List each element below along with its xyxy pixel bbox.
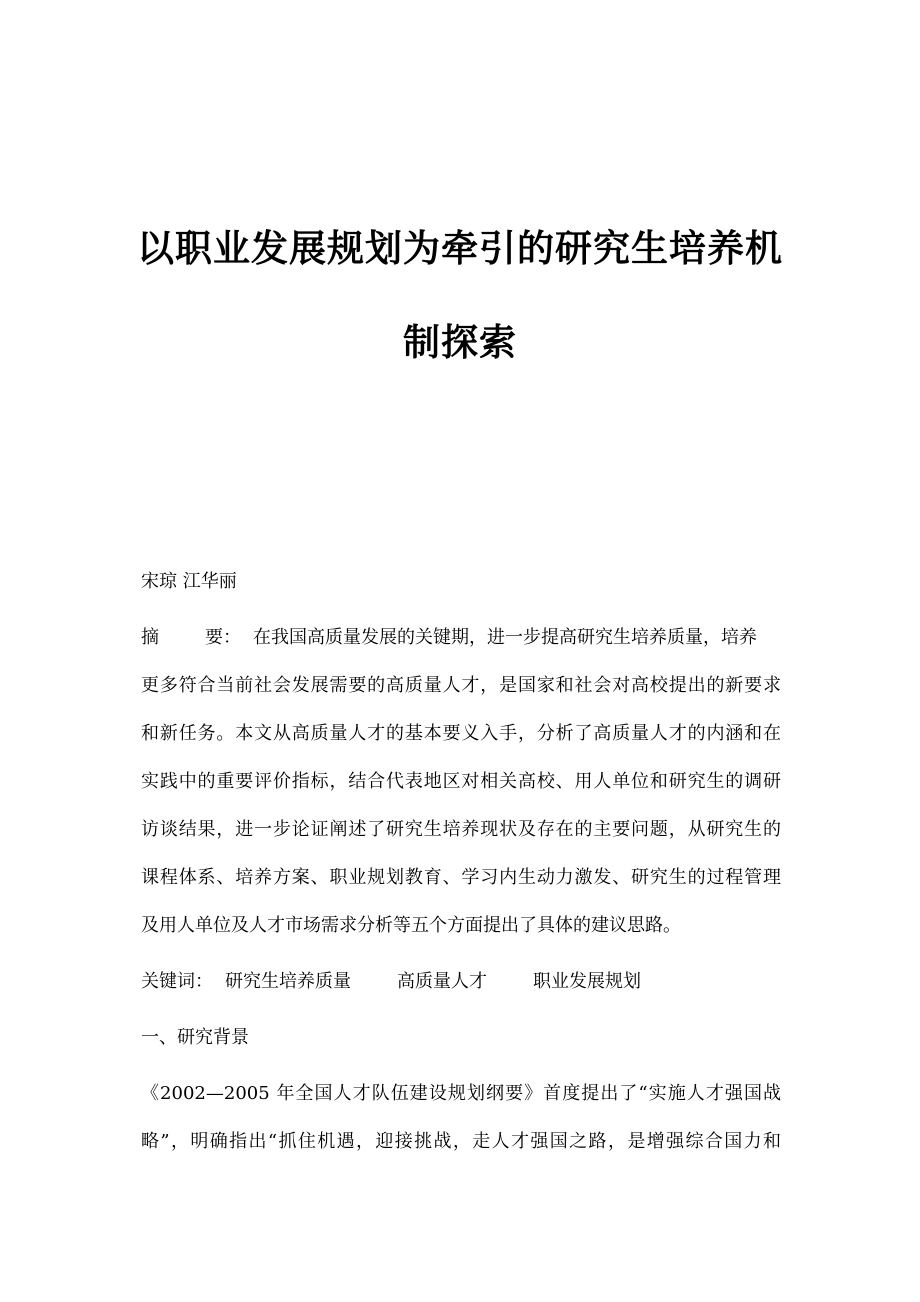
body-line-2: 略”，明确指出“抓住机遇，迎接挑战，走人才强国之路，是增强综合国力和 [141, 1131, 781, 1152]
abstract-line-5: 访谈结果，进一步论证阐述了研究生培养现状及存在的主要问题，从研究生的 [141, 819, 781, 840]
abstract-label-second: 要： [205, 627, 241, 648]
keyword-item: 职业发展规划 [533, 971, 641, 992]
keywords-label: 关键词： [141, 971, 213, 992]
title-line-1: 以职业发展规划为牵引的研究生培养机 [137, 227, 783, 270]
abstract-line-2: 更多符合当前社会发展需要的高质量人才，是国家和社会对高校提出的新要求 [141, 675, 781, 696]
keyword-item: 研究生培养质量 [225, 971, 351, 992]
abstract-line-6: 课程体系、培养方案、职业规划教育、学习内生动力激发、研究生的过程管理 [141, 867, 781, 888]
keywords-line [141, 970, 781, 994]
abstract-line-4: 实践中的重要评价指标，结合代表地区对相关高校、用人单位和研究生的调研 [141, 771, 781, 792]
body-line-1: 《2002—2005 年全国人才队伍建设规划纲要》首度提出了“实施人才强国战 [141, 1083, 781, 1104]
abstract-text: 在我国高质量发展的关键期，进一步提高研究生培养质量，培养 [253, 627, 757, 648]
abstract-label-first: 摘 [141, 627, 159, 648]
abstract-line-1 [141, 626, 781, 650]
abstract-line-7: 及用人单位及人才市场需求分析等五个方面提出了具体的建议思路。 [141, 915, 681, 936]
keyword-item: 高质量人才 [397, 971, 487, 992]
section-heading: 一、研究背景 [141, 1027, 249, 1048]
title-line-2: 制探索 [403, 321, 517, 364]
abstract-line-3: 和新任务。本文从高质量人才的基本要义入手，分析了高质量人才的内涵和在 [141, 723, 781, 744]
abstract-label [141, 626, 253, 650]
authors: 宋琼 江华丽 [141, 571, 237, 592]
